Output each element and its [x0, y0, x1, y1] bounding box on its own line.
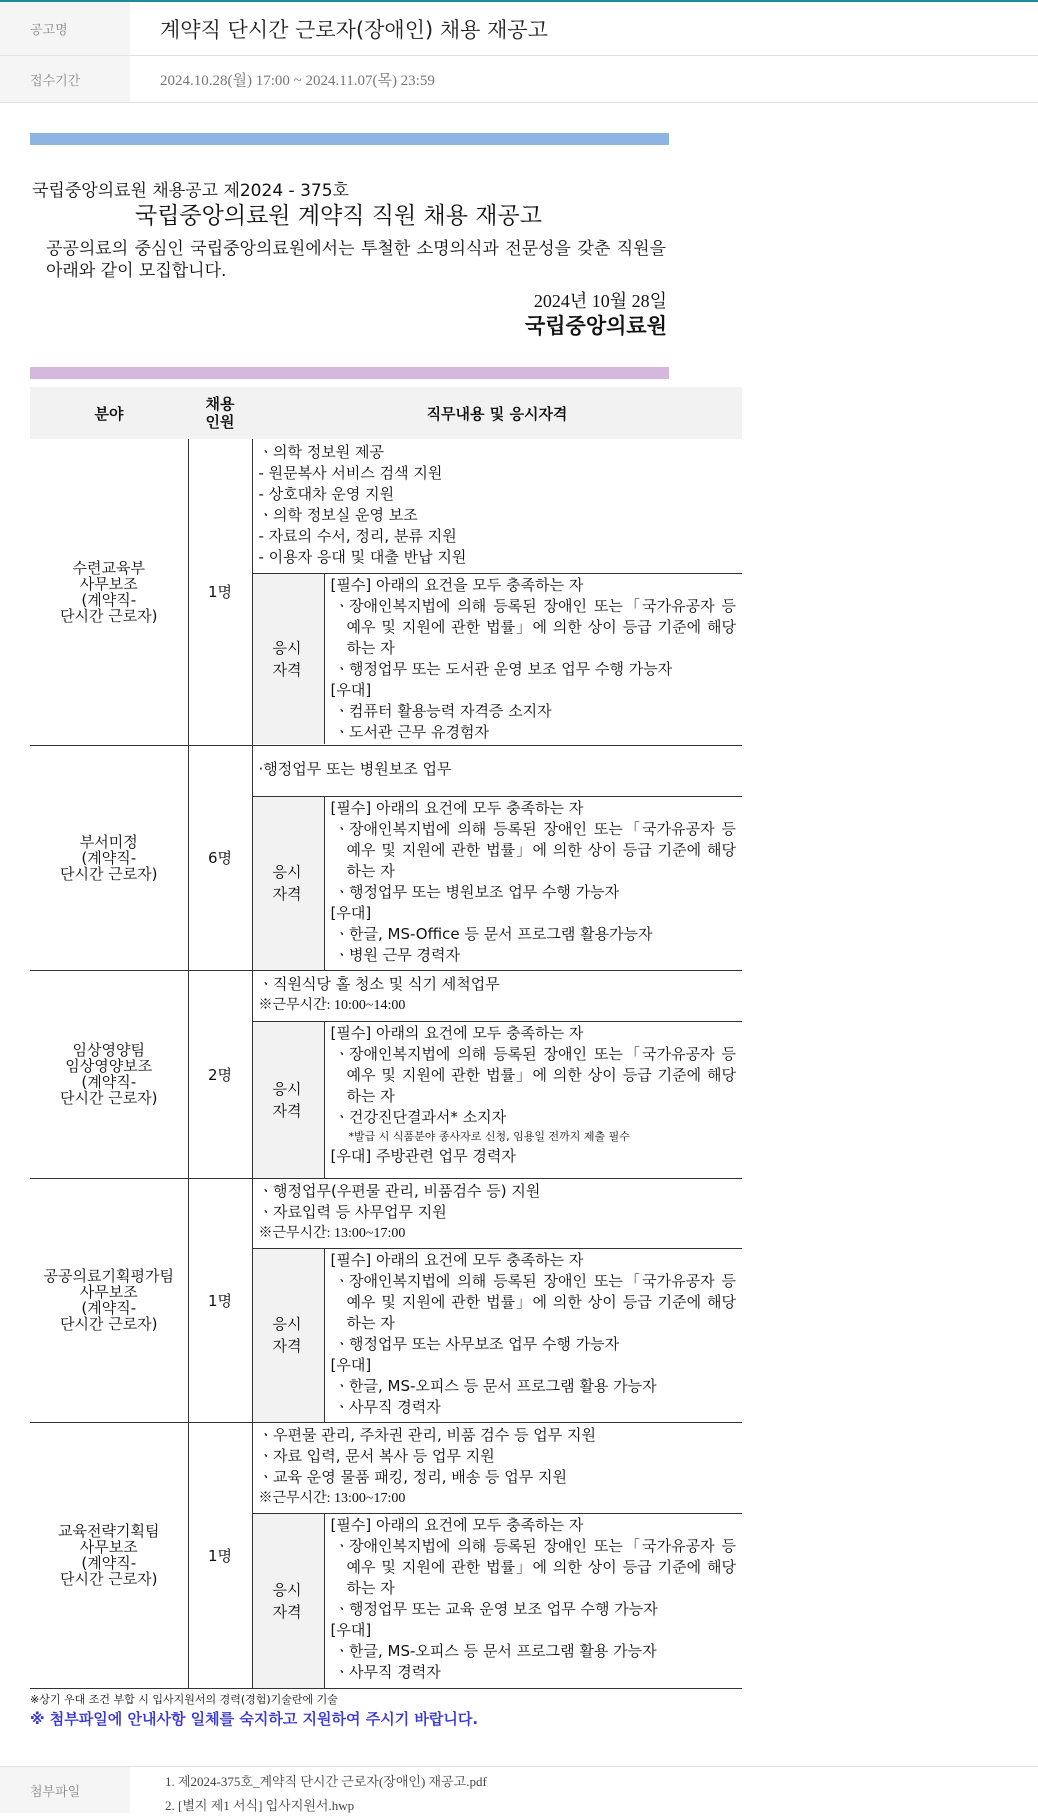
job-table: [30, 387, 742, 1689]
hire-count: 1명: [188, 1178, 252, 1422]
qualification-body: [325, 1022, 743, 1178]
notice-number: 국립중앙의료원 채용공고 제2024 - 375호: [32, 181, 349, 201]
job-field: 임상영양팀 임상영양보조 (계약직- 단시간 근로자): [30, 970, 188, 1178]
preference-item: ㆍ사무직 경력자: [334, 1662, 441, 1681]
small-note: *발급 시 식품분야 종사자로 신청, 임용일 전까지 제출 필수: [348, 1129, 630, 1143]
preference-item: ㆍ병원 근무 경력자: [334, 945, 460, 964]
work-hours: ※근무시간: 13:00~17:00: [258, 1490, 406, 1506]
notice-intro: 공공의료의 중심인 국립중앙의료원에서는 투철한 소명의식과 전문성을 갖춘 직원을 아래와 같이 모집합니다.: [46, 239, 666, 281]
period-label: 접수기간: [0, 56, 130, 102]
required-item: ㆍ건강진단결과서* 소지자: [334, 1107, 507, 1126]
required-item: ㆍ행정업무 또는 병원보조 업무 수행 가능자: [334, 882, 620, 901]
qualification-label: 응시 자격: [253, 1514, 325, 1688]
job-field: 공공의료기획평가팀 사무보조 (계약직- 단시간 근로자): [30, 1178, 188, 1422]
required-heading: [필수] 아래의 요건을 모두 충족하는 자: [330, 576, 584, 594]
job-detail: [252, 745, 742, 970]
duty-list: [253, 1423, 743, 1513]
attachment-label: 첨부파일: [0, 1767, 130, 1813]
required-item: ㆍ장애인복지법에 의해 등록된 장애인 또는「국가유공자 등 예우 및 지원에 관한 법률」에 의한 상이 등급 기준에 해당하는 자: [334, 819, 736, 880]
footer-emphasis: ※ 첨부파일에 안내사항 일체를 숙지하고 지원하여 주시기 바랍니다.: [30, 1710, 479, 1728]
duty-list: [253, 439, 743, 573]
qualification-block: [253, 1248, 743, 1422]
header-count: 채용 인원: [188, 387, 252, 439]
qualification-block: [253, 1513, 743, 1688]
attachment-row: [0, 1766, 1038, 1813]
job-detail: [252, 1422, 742, 1688]
duty-list: [253, 746, 743, 796]
qualification-block: [253, 573, 743, 744]
notice-heading: 국립중앙의료원 계약직 직원 채용 재공고: [135, 203, 542, 229]
preference-heading: [우대]: [330, 1355, 372, 1374]
preference-heading: [우대]: [330, 903, 372, 922]
notice-organization: 국립중앙의료원: [524, 314, 667, 338]
header-field: 분야: [30, 387, 188, 439]
job-detail: [252, 439, 742, 745]
work-hours: ※근무시간: 13:00~17:00: [258, 1225, 406, 1241]
required-item: ㆍ장애인복지법에 의해 등록된 장애인 또는「국가유공자 등 예우 및 지원에 관한 법률」에 의한 상이 등급 기준에 해당하는 자: [334, 597, 736, 657]
qualification-body: [325, 1514, 743, 1688]
duty-item: - 이용자 응대 및 대출 반납 지원: [258, 548, 467, 566]
job-field: 수련교육부 사무보조 (계약직- 단시간 근로자): [30, 439, 188, 745]
duty-item: - 자료의 수서, 정리, 분류 지원: [258, 527, 457, 545]
attachment-link[interactable]: 1. 제2024-375호_계약직 단시간 근로자(장애인) 재공고.pdf: [165, 1774, 487, 1789]
preference-heading: [우대]: [330, 681, 372, 699]
qualification-block: [253, 1021, 743, 1178]
decorative-purple-bar: [30, 367, 669, 379]
qualification-body: [325, 574, 743, 744]
duty-list: [253, 1179, 743, 1248]
duty-item: ㆍ자료 입력, 문서 복사 등 업무 지원: [258, 1446, 495, 1465]
hire-count: 1명: [188, 1422, 252, 1688]
required-heading: [필수] 아래의 요건에 모두 충족하는 자: [330, 1023, 584, 1042]
preference-item: ㆍ사무직 경력자: [334, 1397, 441, 1416]
hire-count: 1명: [188, 439, 252, 745]
required-item: ㆍ행정업무 또는 사무보조 업무 수행 가능자: [334, 1334, 620, 1353]
qualification-block: [253, 796, 743, 970]
application-period-row: [0, 56, 1038, 103]
qualification-label: 응시 자격: [253, 574, 325, 744]
page-title: 계약직 단시간 근로자(장애인) 채용 재공고: [160, 17, 548, 42]
title-label: 공고명: [0, 2, 130, 55]
duty-item: ㆍ우편물 관리, 주차권 관리, 비품 검수 등 업무 지원: [258, 1425, 596, 1444]
required-item: ㆍ행정업무 또는 교육 운영 보조 업무 수행 가능자: [334, 1599, 658, 1618]
required-heading: [필수] 아래의 요건에 모두 충족하는 자: [330, 798, 584, 817]
preference-item: ㆍ도서관 근무 유경험자: [334, 723, 489, 741]
preference-item: ㆍ한글, MS-Office 등 문서 프로그램 활용가능자: [334, 924, 653, 943]
required-heading: [필수] 아래의 요건에 모두 충족하는 자: [330, 1515, 584, 1534]
table-row: [30, 1178, 742, 1422]
duty-item: ㆍ행정업무(우편물 관리, 비품검수 등) 지원: [258, 1181, 541, 1200]
duty-item: ·행정업무 또는 병원보조 업무: [258, 760, 452, 778]
table-row: [30, 1422, 742, 1688]
footer-note: ※상기 우대 조건 부합 시 입사지원서의 경력(경험)기술란에 기술: [30, 1693, 338, 1706]
duty-list: [253, 971, 743, 1021]
duty-item: ㆍ의학 정보원 제공: [258, 443, 384, 461]
job-detail: [252, 970, 742, 1178]
preference-heading: [우대]: [330, 1620, 372, 1639]
notice-title-row: [0, 2, 1038, 56]
duty-item: ㆍ의학 정보실 운영 보조: [258, 506, 418, 524]
preference-item: ㆍ한글, MS-오피스 등 문서 프로그램 활용 가능자: [334, 1376, 657, 1395]
table-row: [30, 970, 742, 1178]
decorative-blue-bar: [30, 133, 669, 145]
notice-date: 2024년 10월 28일: [533, 291, 667, 311]
required-item: ㆍ장애인복지법에 의해 등록된 장애인 또는「국가유공자 등 예우 및 지원에 관한 법률」에 의한 상이 등급 기준에 해당하는 자: [334, 1271, 736, 1332]
preference-item: ㆍ컴퓨터 활용능력 자격증 소지자: [334, 702, 552, 720]
required-item: ㆍ장애인복지법에 의해 등록된 장애인 또는「국가유공자 등 예우 및 지원에 관한 법률」에 의한 상이 등급 기준에 해당하는 자: [334, 1044, 736, 1105]
attachment-list: [165, 1770, 487, 1818]
duty-item: ㆍ교육 운영 물품 패킹, 정리, 배송 등 업무 지원: [258, 1467, 568, 1486]
qualification-label: 응시 자격: [253, 1022, 325, 1178]
preference-item: ㆍ한글, MS-오피스 등 문서 프로그램 활용 가능자: [334, 1641, 657, 1660]
hire-count: 6명: [188, 745, 252, 970]
period-value: 2024.10.28(월) 17:00 ~ 2024.11.07(목) 23:59: [160, 72, 435, 89]
attachment-link[interactable]: 2. [별지 제1 서식] 입사지원서.hwp: [165, 1798, 355, 1813]
header-duty: 직무내용 및 응시자격: [252, 387, 742, 439]
qualification-label: 응시 자격: [253, 797, 325, 970]
table-row: [30, 439, 742, 745]
qualification-body: [325, 1249, 743, 1422]
qualification-label: 응시 자격: [253, 1249, 325, 1422]
work-hours: ※근무시간: 10:00~14:00: [258, 997, 406, 1013]
job-field: 부서미정 (계약직- 단시간 근로자): [30, 745, 188, 970]
duty-item: - 상호대차 운영 지원: [258, 485, 395, 503]
duty-item: - 원문복사 서비스 검색 지원: [258, 464, 443, 482]
job-field: 교육전략기획팀 사무보조 (계약직- 단시간 근로자): [30, 1422, 188, 1688]
required-heading: [필수] 아래의 요건에 모두 충족하는 자: [330, 1250, 584, 1269]
preference-heading: [우대] 주방관련 업무 경력자: [330, 1146, 516, 1165]
table-row: [30, 745, 742, 970]
job-detail: [252, 1178, 742, 1422]
required-item: ㆍ행정업무 또는 도서관 운영 보조 업무 수행 가능자: [334, 660, 673, 678]
duty-item: ㆍ직원식당 홀 청소 및 식기 세척업무: [258, 974, 500, 993]
qualification-body: [325, 797, 743, 970]
required-item: ㆍ장애인복지법에 의해 등록된 장애인 또는「국가유공자 등 예우 및 지원에 관한 법률」에 의한 상이 등급 기준에 해당하는 자: [334, 1536, 736, 1597]
hire-count: 2명: [188, 970, 252, 1178]
duty-item: ㆍ자료입력 등 사무업무 지원: [258, 1202, 447, 1221]
